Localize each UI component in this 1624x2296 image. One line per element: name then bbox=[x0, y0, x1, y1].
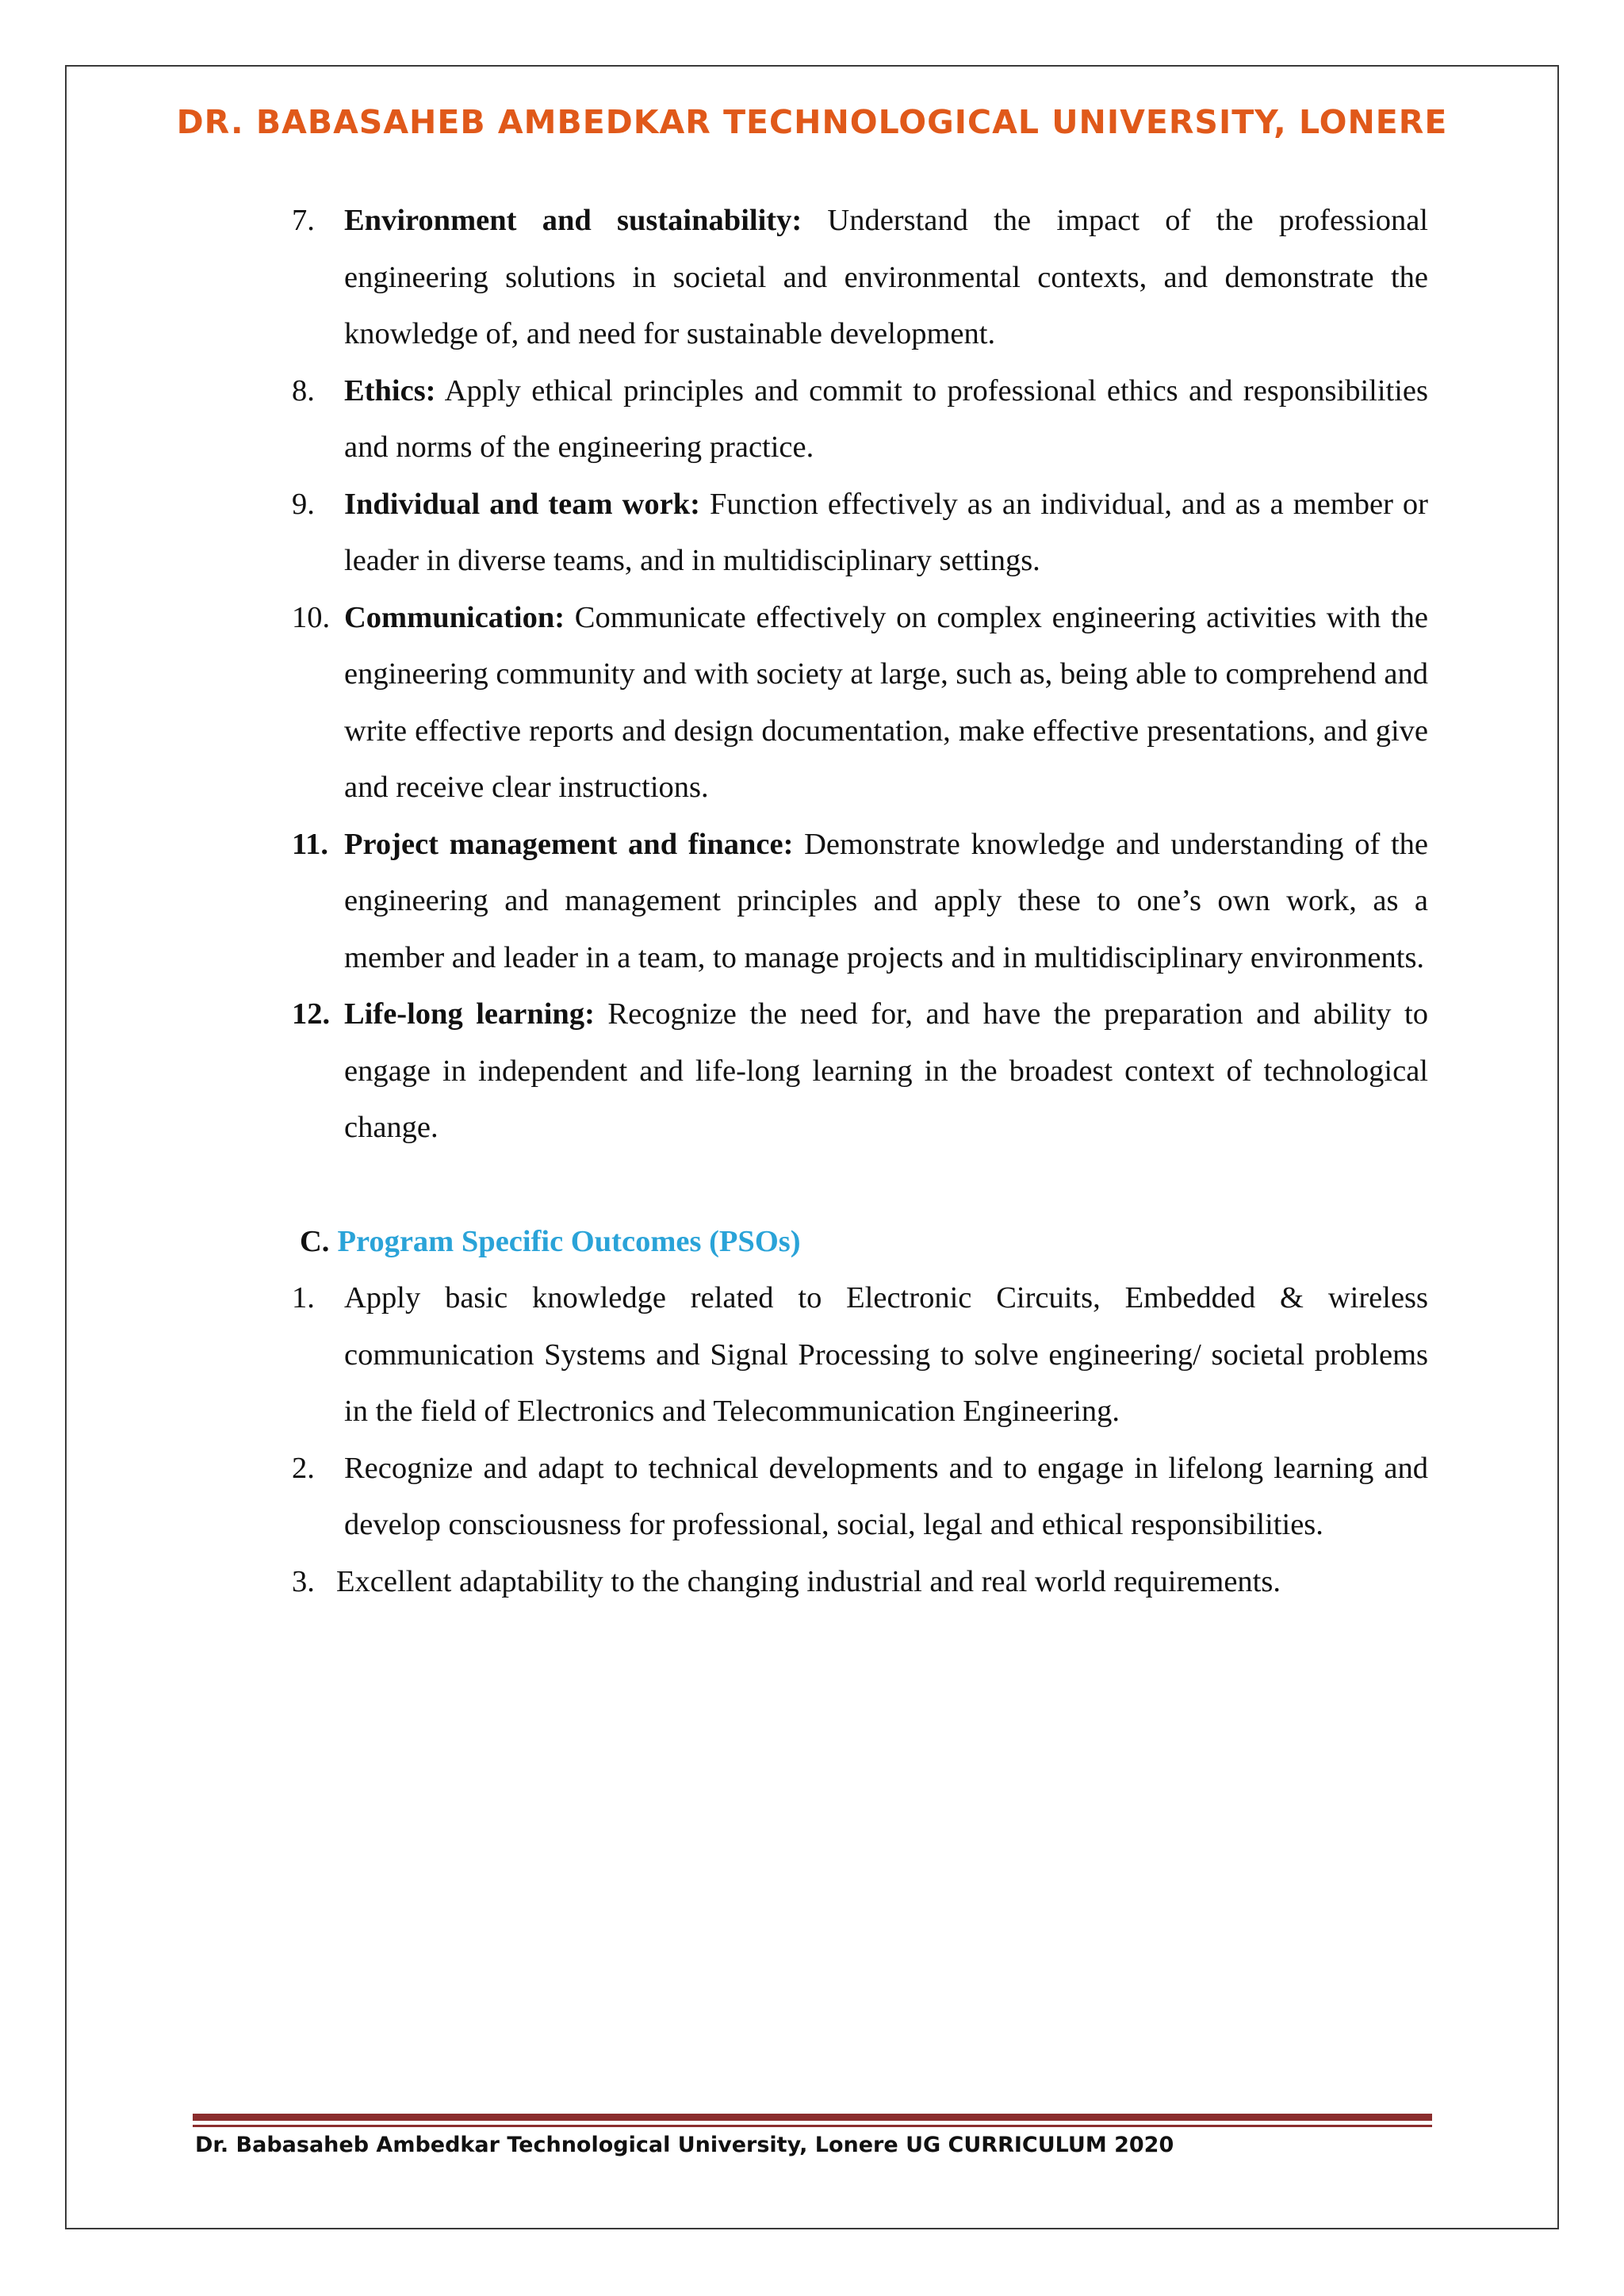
outcome-term: Individual and team work: bbox=[344, 487, 700, 521]
pso-text: Apply basic knowledge related to Electronic Circuits, Embedded & wireless communication Systems and Signal Processing to solve engineering/ societal problems in the field of Electronics and Telecommunication Engineering. bbox=[344, 1281, 1428, 1428]
outcome-text: Apply ethical principles and commit to professional ethics and responsibilities and norms of the engineering practice. bbox=[344, 373, 1428, 464]
outcome-term: Ethics: bbox=[344, 373, 436, 408]
pso-text: Excellent adaptability to the changing industrial and real world requirements. bbox=[336, 1564, 1281, 1598]
pso-1 bbox=[292, 1270, 1428, 1441]
pso-number: 2. bbox=[292, 1451, 315, 1485]
outcome-number: 11. bbox=[292, 827, 329, 861]
outcome-number: 12. bbox=[292, 997, 331, 1031]
outcome-text: Understand the impact of the professional engineering solutions in societal and environmental contexts, and demonstrate the knowledge of, and need for sustainable development. bbox=[344, 204, 1429, 350]
section-letter: C. bbox=[300, 1224, 330, 1258]
outcome-10 bbox=[292, 590, 1428, 817]
outcome-term: Project management and finance: bbox=[344, 827, 794, 861]
outcome-term: Communication: bbox=[344, 600, 565, 634]
outcome-number: 10. bbox=[292, 600, 331, 634]
outcome-text: Function effectively as an individual, and as a member or leader in diverse teams, and in multidisciplinary settings. bbox=[344, 487, 1428, 577]
outcome-term: Environment and sustainability: bbox=[344, 204, 802, 237]
outcome-8 bbox=[292, 363, 1428, 476]
section-spacer bbox=[292, 1157, 1428, 1214]
outcome-9 bbox=[292, 476, 1428, 590]
outcome-text: Recognize the need for, and have the preparation and ability to engage in independent and life-long learning in the broadest context of technological change. bbox=[344, 997, 1428, 1144]
outcome-11 bbox=[292, 817, 1428, 987]
outcome-term: Life-long learning: bbox=[344, 997, 595, 1031]
outcome-number: 7. bbox=[292, 204, 315, 237]
outcome-12 bbox=[292, 986, 1428, 1157]
outcome-7 bbox=[292, 193, 1428, 363]
document-body bbox=[292, 193, 1428, 1610]
pso-text: Recognize and adapt to technical developments and to engage in lifelong learning and develop consciousness for professional, social, legal and ethical responsibilities. bbox=[344, 1451, 1428, 1541]
outcome-number: 9. bbox=[292, 487, 315, 521]
page-header: DR. BABASAHEB AMBEDKAR TECHNOLOGICAL UNIVERSITY, LONERE bbox=[176, 103, 1448, 141]
pso-2 bbox=[292, 1441, 1428, 1554]
pso-section-heading bbox=[292, 1214, 1428, 1271]
pso-number: 3. bbox=[292, 1564, 315, 1598]
pso-number: 1. bbox=[292, 1281, 315, 1314]
footer-rule-thick bbox=[193, 2114, 1432, 2121]
footer-rule-thin bbox=[193, 2125, 1432, 2127]
pso-3 bbox=[292, 1554, 1428, 1611]
page-footer: Dr. Babasaheb Ambedkar Technological University, Lonere UG CURRICULUM 2020 bbox=[195, 2133, 1174, 2157]
outcome-number: 8. bbox=[292, 373, 315, 408]
section-title: Program Specific Outcomes (PSOs) bbox=[337, 1224, 801, 1258]
outcome-text: Communicate effectively on complex engineering activities with the engineering community and with society at large, such as, being able to comprehend and write effective reports and design documentation, make effective presentations, and give and receive clear instructions. bbox=[344, 600, 1428, 804]
outcome-text: Demonstrate knowledge and understanding of the engineering and management principles and apply these to one’s own work, as a member and leader in a team, to manage projects and in multidisciplinary environments. bbox=[344, 827, 1428, 974]
